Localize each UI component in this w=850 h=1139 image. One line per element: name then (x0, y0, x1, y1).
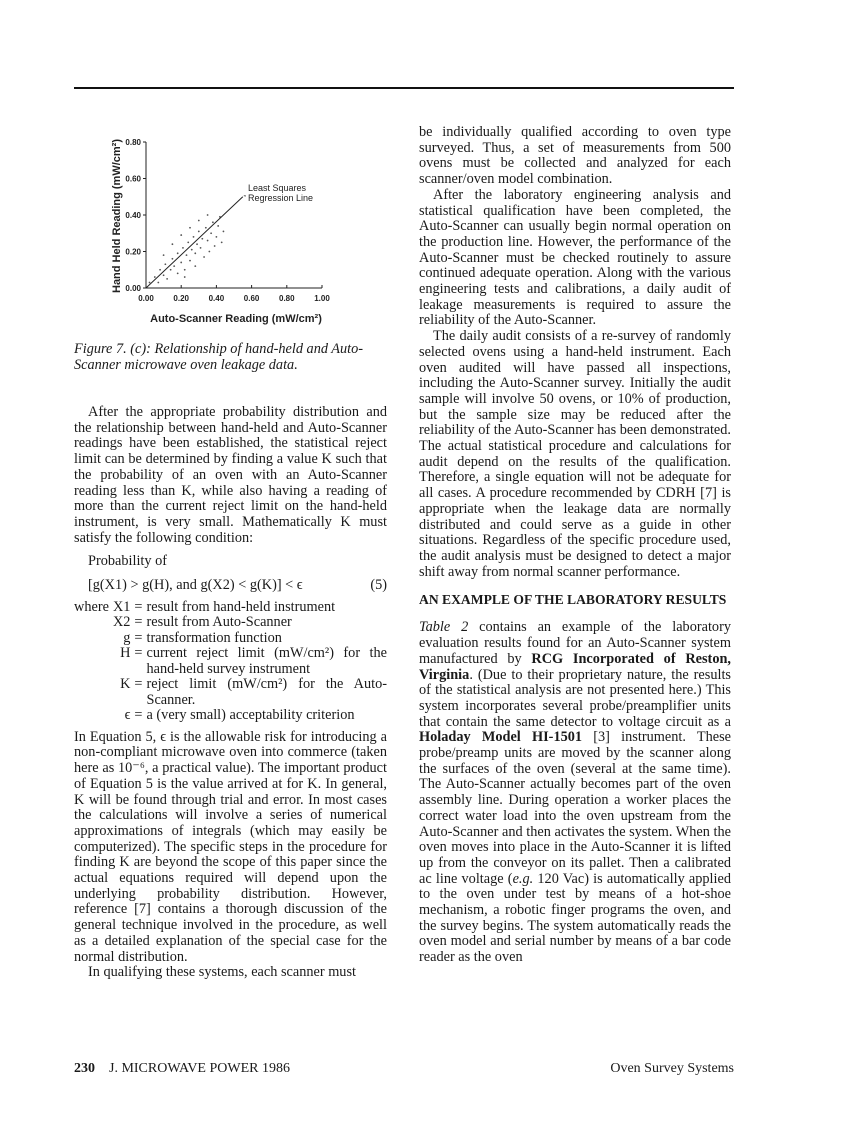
annotation-line1: Least Squares (248, 183, 307, 193)
equation-5 (88, 578, 387, 594)
text-run: [3] instrument. These probe/preamp units are moved by the scanner along the surfaces of the oven (several at the same time). The Auto-Scanner actually becomes part of the oven assembly line. During operation a worker places the correct water load into the oven upstream from the Auto-Scanner and then activates the system. When the oven moves into place in the Auto-Scanner it is lifted up from the conveyor on its pallet. Then a calibrated ac line voltage ( (419, 729, 731, 887)
equals-sign: = (134, 629, 143, 646)
data-point (180, 262, 182, 264)
data-point (223, 231, 225, 233)
company-name: RCG Incorporated of Reston, Virginia (419, 650, 731, 683)
data-point (198, 231, 200, 233)
where-word (74, 677, 113, 708)
x-tick-label: 0.80 (279, 294, 295, 303)
definition-row (74, 600, 387, 616)
data-point (201, 238, 203, 240)
equation-number: (5) (370, 577, 387, 594)
eg-abbrev: e.g. (512, 870, 534, 887)
footer-left (74, 1061, 290, 1077)
x-tick-label: 0.20 (173, 294, 189, 303)
paragraph: be individually qualified according to oven type surveyed. Thus, a set of measurements from 500 ovens must be collected and analyzed for each scanner/oven model combination. (419, 124, 731, 188)
header-rule (74, 87, 734, 89)
definition-text: current reject limit (mW/cm²) for the hand-held survey instrument (146, 645, 387, 677)
paragraph: After the laboratory engineering analysis and statistical qualification have been completed, the Auto-Scanner can usually begin normal operation on the production line. However, the performance of the Auto-Scanner must be checked routinely to assure continued adequate operation. Along with the various engineering tests and calibrations, a daily audit of leakage measurements is required to assure the reliability of the Auto-Scanner. (419, 186, 731, 329)
text-run: 120 Vac) is automatically applied to the oven under test by means of a hot-shoe mechanism, a robotic finger programs the oven, and the survey begins. The system automatically reads the oven model and serial number by means of a bar code reader as the oven (419, 870, 731, 966)
where-word (74, 708, 113, 724)
definition-symbol: H (120, 645, 131, 662)
where-word: where (74, 598, 109, 615)
where-word (74, 646, 113, 677)
y-tick-label: 0.80 (125, 138, 141, 147)
journal-name: J. MICROWAVE POWER 1986 (109, 1061, 290, 1076)
table-reference: Table 2 (419, 619, 469, 636)
data-point (207, 240, 209, 242)
definition-symbol: g (123, 629, 131, 646)
paragraph: In qualifying these systems, each scanner must (88, 964, 356, 981)
equals-sign: = (134, 645, 143, 662)
y-tick-label: 0.00 (125, 284, 141, 293)
where-definitions (74, 600, 387, 724)
page-number: 230 (74, 1061, 95, 1076)
right-column (419, 125, 731, 966)
data-point (210, 232, 212, 234)
data-point (182, 247, 184, 249)
data-point (189, 227, 191, 229)
data-point (159, 269, 161, 271)
equation-text: [g(X1) > g(H), and g(X2) < g(K)] < ϵ (88, 577, 303, 594)
data-point (189, 260, 191, 262)
figure-caption: Figure 7. (c): Relationship of hand-held and Auto-Scanner microwave oven leakage data. (74, 341, 364, 373)
paragraph: After the appropriate probability distribution and the relationship between hand-held and Auto-Scanner readings have been established, the statistical reject limit can be determined by finding a value K such that the probability of an oven with an Auto-Scanner reading less than K, while also having a reading of more than the current reject limit on the hand-held instrument, is very small. Mathematically K must satisfy the following condition: (74, 404, 387, 546)
paragraph: The daily audit consists of a re-survey of randomly selected ovens using a hand-held instrument. Each oven audited will have passed all inspections, including the Auto-Scanner survey. Initially the audit sample will involve 50 ovens, or 10% of production, but the sample size may be reduced after the reliability of the Auto-Scanner has been demonstrated. The actual statistical procedure and calculations for audit depend on the results of the qualification. Therefore, a single equation will not be adequate for all cases. A procedure recommended by CDRH [7] is appropriate when the leakage data are normally distributed and could serve as a guide in other situations. Regardless of the specific procedure used, the audit analysis must be designed to detect a major shift away from normal scanner performance. (419, 328, 731, 580)
x-tick-label: 0.60 (243, 294, 260, 303)
annotation-line2: Regression Line (248, 193, 314, 203)
definition-text: transformation function (146, 629, 282, 646)
instrument-model: Holaday Model HI-1501 (419, 729, 583, 746)
equals-sign: = (134, 707, 143, 724)
data-point (173, 265, 175, 267)
definition-text: result from hand-held instrument (146, 598, 336, 615)
data-point (177, 273, 179, 275)
definition-row (74, 615, 387, 631)
definition-row (74, 646, 387, 677)
y-tick-label: 0.40 (125, 211, 141, 220)
x-tick-label: 1.00 (314, 294, 330, 303)
left-column (74, 405, 387, 981)
where-word (74, 615, 113, 631)
data-point (170, 269, 172, 271)
data-point (149, 282, 151, 284)
text-run: contains an example of the laboratory evaluation results found for an Auto-Scanner system manufactured by (419, 619, 731, 667)
definition-symbol: ϵ (124, 707, 131, 724)
x-axis-label: Auto-Scanner Reading (mW/cm²) (150, 313, 322, 325)
data-point (200, 247, 202, 249)
definition-row (74, 677, 387, 708)
data-point (196, 243, 198, 245)
data-point (203, 256, 205, 258)
data-point (184, 276, 186, 278)
definition-symbol: X1 (112, 598, 131, 615)
equals-sign: = (134, 676, 143, 693)
footer-right: Oven Survey Systems (610, 1061, 734, 1076)
data-point (163, 274, 165, 276)
data-point (217, 225, 219, 227)
data-point (214, 245, 216, 247)
paragraph (419, 620, 731, 965)
data-point (180, 234, 182, 236)
equals-sign: = (134, 614, 143, 631)
x-tick-label: 0.40 (208, 294, 225, 303)
data-point (191, 249, 193, 251)
definition-text: a (very small) acceptability criterion (146, 707, 355, 724)
data-point (193, 236, 195, 238)
data-point (221, 241, 223, 243)
section-heading: AN EXAMPLE OF THE LABORATORY RESULTS (419, 592, 727, 608)
data-point (205, 227, 207, 229)
data-point (194, 252, 196, 254)
data-point (163, 254, 165, 256)
y-tick-label: 0.60 (125, 174, 141, 184)
definition-row (74, 708, 387, 724)
data-point (187, 241, 189, 243)
data-point (164, 263, 166, 265)
definition-symbol: X2 (112, 614, 131, 631)
y-tick-label: 0.20 (125, 247, 141, 257)
data-point (212, 221, 214, 223)
equals-sign: = (134, 598, 143, 615)
data-point (186, 254, 188, 256)
data-point (172, 243, 174, 245)
paragraph: In Equation 5, ϵ is the allowable risk for introducing a non-compliant microwave oven into commerce (taken here as 10⁻⁶, a practical value). The important product of Equation 5 is the value arrived at for K. In general, K will be found through trial and error. In most cases the calculations will involve a series of numerical approximations of integrals (which may easily be computerized). The specific steps in the procedure for finding K are beyond the scope of this paper since the actual equations required will depend upon the underlying probability distribution. However, reference [7] contains a thorough discussion of the general technique involved in the procedure, as well as a detailed explanation of the special case for the normal distribution. (74, 728, 387, 965)
data-point (208, 251, 210, 253)
data-point (172, 258, 174, 260)
data-point (154, 276, 156, 278)
x-tick-label: 0.00 (138, 294, 154, 303)
data-point (177, 252, 179, 254)
where-word (74, 631, 113, 647)
text-run: . (Due to their proprietary nature, the results of the statistical analysis are not presented here.) This system incorporates several probe/preamplifier units that contain the same detector to voltage circuit as a (419, 666, 731, 730)
data-point (198, 220, 200, 222)
data-point (207, 214, 209, 216)
definition-row (74, 631, 387, 647)
y-axis-label: Hand Held Reading (mW/cm²) (111, 138, 123, 294)
definition-text: result from Auto-Scanner (146, 614, 292, 631)
data-point (166, 278, 168, 280)
data-point (194, 265, 196, 267)
data-point (184, 269, 186, 271)
regression-line (146, 197, 243, 288)
y-ticks (125, 138, 146, 293)
data-point (216, 236, 218, 238)
probability-label: Probability of (88, 553, 168, 570)
definition-symbol: K (120, 676, 131, 693)
scatter-plot (74, 120, 384, 330)
data-point (157, 282, 159, 284)
definition-text: reject limit (mW/cm²) for the Auto-Scanner. (146, 676, 387, 708)
